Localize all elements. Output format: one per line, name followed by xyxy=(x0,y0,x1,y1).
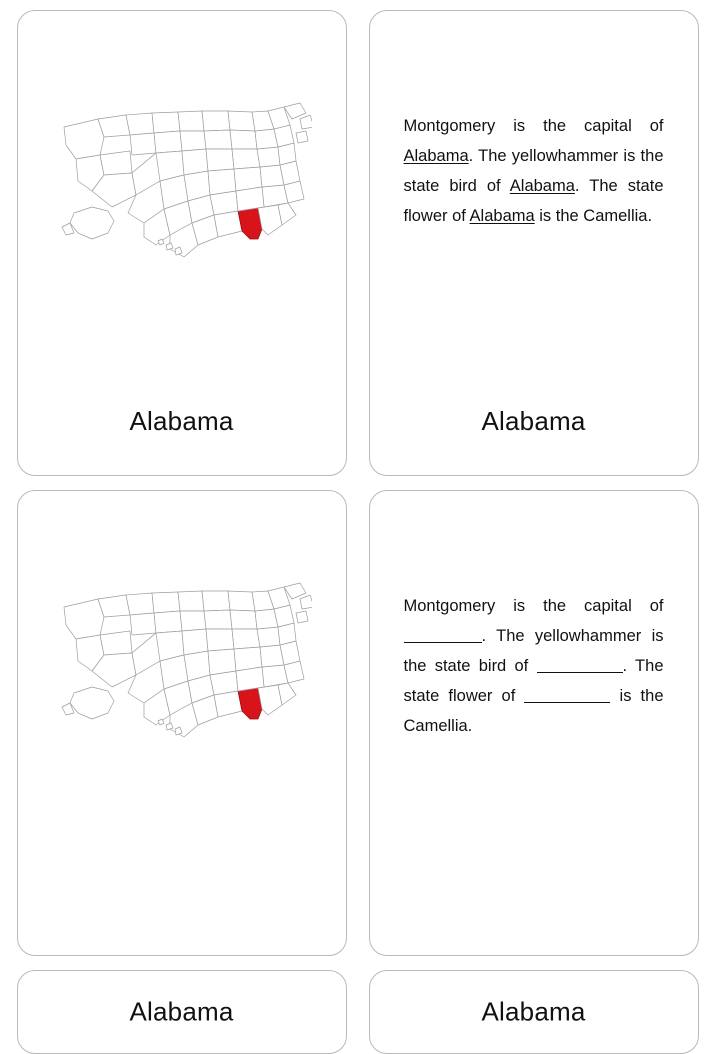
fact-mid-1: . The yellowhammer is the state bird of xyxy=(403,147,664,195)
fact-card-1[interactable] xyxy=(369,10,699,476)
us-map-icon xyxy=(18,569,346,749)
fact-mid-1: . The yellowhammer is the state bird of xyxy=(403,627,664,675)
label-card-1[interactable] xyxy=(17,970,347,1054)
card-row-2 xyxy=(10,490,705,956)
fact-mid-2: . The state flower of xyxy=(403,657,664,705)
card-label: Alabama xyxy=(481,406,586,436)
card-row-1 xyxy=(10,10,705,476)
answer-blank-3[interactable] xyxy=(524,686,610,703)
answer-1: Alabama xyxy=(403,147,469,165)
card-row-3 xyxy=(10,970,705,1054)
fact-sentence-blanks xyxy=(404,591,664,741)
label-card-2[interactable] xyxy=(369,970,699,1054)
answer-3: Alabama xyxy=(469,207,535,225)
answer-2: Alabama xyxy=(509,177,575,195)
fact-sentence xyxy=(404,111,664,231)
us-map-icon xyxy=(18,89,346,269)
fact-pre: Montgomery is the capital of xyxy=(403,597,664,615)
answer-blank-1[interactable] xyxy=(404,626,482,643)
answer-blank-2[interactable] xyxy=(537,656,623,673)
fact-pre: Montgomery is the capital of xyxy=(403,117,664,135)
fact-card-2[interactable] xyxy=(369,490,699,956)
fact-mid-2: . The state flower of xyxy=(403,177,664,225)
map-card-2[interactable] xyxy=(17,490,347,956)
card-label: Alabama xyxy=(481,996,586,1027)
card-label: Alabama xyxy=(129,406,234,436)
fact-end: is the Camellia. xyxy=(534,207,653,225)
map-card-1[interactable] xyxy=(17,10,347,476)
card-label: Alabama xyxy=(129,996,234,1027)
fact-end: is the Camellia. xyxy=(403,687,664,735)
